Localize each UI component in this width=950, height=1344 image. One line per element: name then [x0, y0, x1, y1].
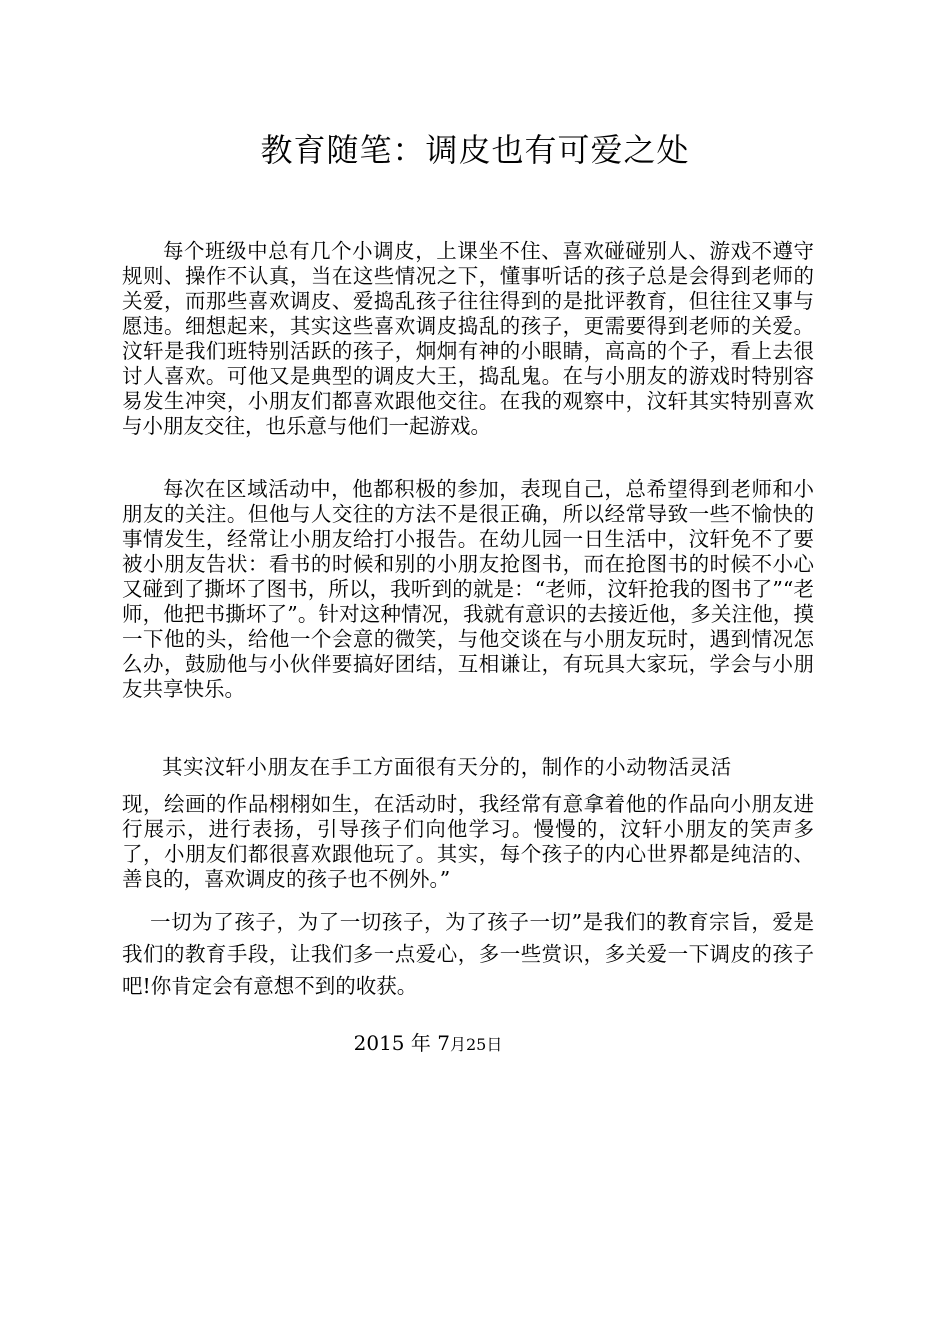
paragraph-2: 每次在区域活动中，他都积极的参加，表现自己，总希望得到老师和小朋友的关注。但他与人交往的方法不是很正确，所以经常导致一些不愉快的事情发生，经常让小朋友给打小报告。在幼儿园一日生活中，汶轩免不了要被小朋友告状：看书的时候和别的小朋友抢图书，而在抢图书的时候不小心又碰到了撕坏了图书，所以，我听到的就是：“老师，汶轩抢我的图书了”“老师，他把书撕坏了”。针对这种情况，我就有意识的去接近他，多关注他，摸一下他的头，给他一个会意的微笑，与他交谈在与小朋友玩时，遇到情况怎么办，鼓励他与小伙伴要搞好团结，互相谦让，有玩具大家玩，学会与小朋友共享快乐。: [122, 477, 814, 701]
paragraph-1: 每个班级中总有几个小调皮，上课坐不住、喜欢碰碰别人、游戏不遵守规则、操作不认真，当在这些情况之下，懂事听话的孩子总是会得到老师的关爱，而那些喜欢调皮、爱捣乱孩子往往得到的是批评教育，但往往又事与愿违。细想起来，其实这些喜欢调皮捣乱的孩子，更需要得到老师的关爱。汶轩是我们班特别活跃的孩子，炯炯有神的小眼睛，高高的个子，看上去很讨人喜欢。可他又是典型的调皮大王，捣乱鬼。在与小朋友的游戏时特别容易发生冲突，小朋友们都喜欢跟他交往。在我的观察中，汶轩其实特别喜欢与小朋友交往，也乐意与他们一起游戏。: [122, 239, 814, 438]
date-day-unit: 日: [486, 1035, 503, 1054]
date-year-unit: 年: [410, 1031, 431, 1055]
date-month-unit: 月: [449, 1035, 466, 1054]
page-title: 教育随笔：调皮也有可爱之处: [260, 131, 690, 169]
date-year: 2015: [353, 1031, 405, 1055]
paragraph-3: 现，绘画的作品栩栩如生，在活动时，我经常有意拿着他的作品向小朋友进行展示，进行表扬，引导孩子们向他学习。慢慢的，汶轩小朋友的笑声多了，小朋友们都很喜欢跟他玩了。其实，每个孩子的内心世界都是纯洁的、善良的，喜欢调皮的孩子也不例外。”: [122, 792, 814, 891]
date-day: 25: [466, 1035, 487, 1054]
date-month: 7: [437, 1031, 450, 1055]
paragraph-4: 一切为了孩子，为了一切孩子，为了孩子一切”是我们的教育宗旨，爱是我们的教育手段，让我们多一点爱心，多一些赏识，多关爱一下调皮的孩子吧!你肯定会有意想不到的收获。: [122, 910, 814, 998]
document-date: [0, 1030, 856, 1058]
paragraph-3-first-line: 其实汶轩小朋友在手工方面很有天分的，制作的小动物活灵活: [162, 755, 732, 779]
